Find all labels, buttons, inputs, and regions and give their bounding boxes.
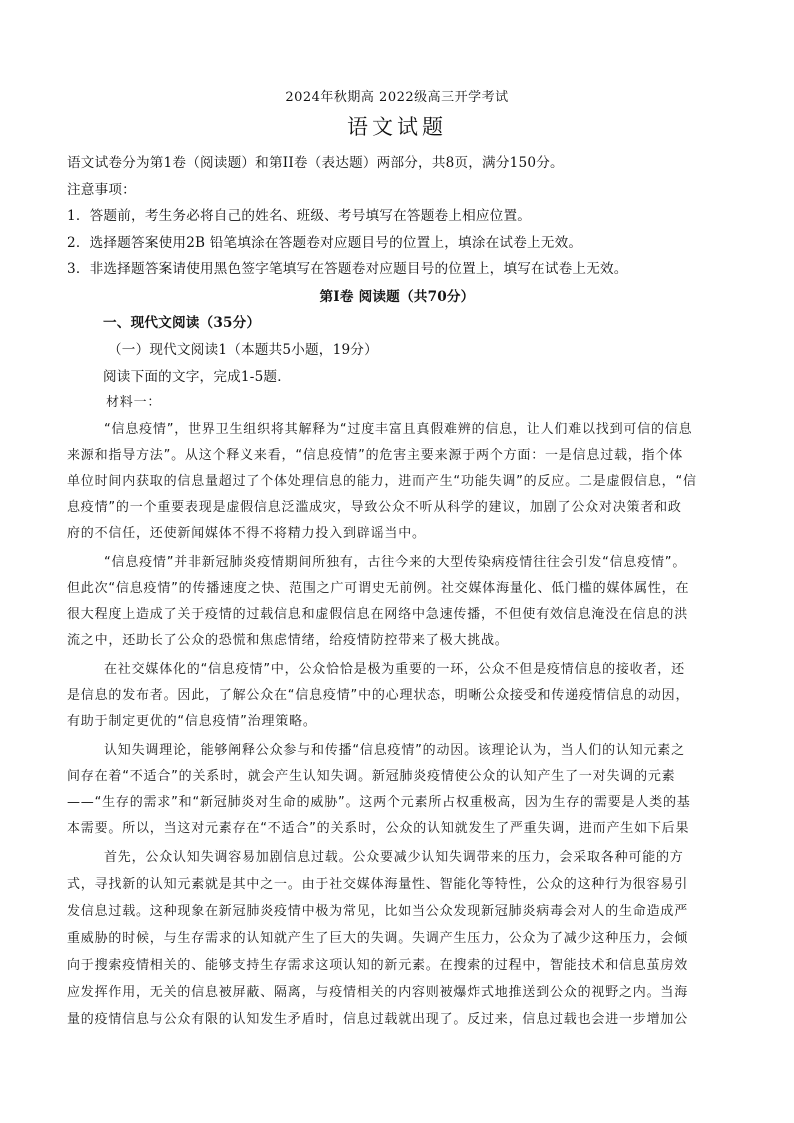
passage-line: “信息疫情”并非新冠肺炎疫情期间所独有，古往今来的大型传染病疫情往往会引发“信息疫情”。 — [104, 555, 687, 570]
passage-line: “信息疫情”，世界卫生组织将其解释为“过度丰富且真假难辨的信息，让人们难以找到可信的信息 — [104, 422, 693, 437]
subsection-heading: 一、现代文阅读（35分） — [103, 315, 261, 331]
passage-line: 发信息过载。这种现象在新冠肺炎疫情中极为常见，比如当公众发现新冠肺炎病毒会对人的生命造成严 — [67, 904, 689, 919]
note-item: 3．非选择题答案请使用黑色签字笔填写在答题卷对应题目号的位置上，填写在试卷上无效。 — [67, 261, 628, 277]
passage-line: 来源和指导方法”。从这个释义来看，“信息疫情”的危害主要来源于两个方面：一是信息过载，指个体 — [67, 448, 684, 463]
passage-line: 流之中，还助长了公众的恐慌和焦虑情绪，给疫情防控带来了极大挑战。 — [67, 633, 509, 648]
passage-line: 本需要。所以，当这对元素存在“不适合”的关系时，公众的认知就发生了严重失调，进而产生如下后果 — [67, 821, 690, 836]
part-heading: 第I卷 阅读题（共70分） — [319, 289, 475, 305]
passage-line: ——“生存的需求”和“新冠肺炎对生命的威胁”。这两个元素所占权重极高，因为生存的需要是人类的基 — [67, 795, 691, 810]
passage-line: 在社交媒体化的“信息疫情”中，公众恰恰是极为重要的一环，公众不但是疫情信息的接收者，还 — [104, 662, 685, 677]
material-label: 材料一： — [106, 395, 162, 410]
passage-line: 单位时间内获取的信息量超过了个体处理信息的能力，进而产生“功能失调”的反应。二是虚假信息，“信 — [67, 474, 697, 489]
notes-heading: 注意事项： — [67, 182, 136, 198]
note-item: 1．答题前，考生务必将自己的姓名、班级、考号填写在答题卷上相应位置。 — [67, 208, 532, 224]
passage-line: 但此次“信息疫情”的传播速度之快、范围之广可谓史无前例。社交媒体海量化、低门槛的媒体属性，在 — [67, 581, 690, 596]
passage-line: 重威胁的时候，与生存需求的认知就产生了巨大的失调。失调产生压力，公众为了减少这种压力，会倾 — [67, 931, 689, 946]
exam-summary: 语文试卷分为第1卷（阅读题）和第II卷（表达题）两部分，共8页，满分150分。 — [67, 155, 564, 171]
passage-line: 向于搜索疫情相关的、能够支持生存需求这项认知的新元素。在搜索的过程中，智能技术和信息茧房效 — [67, 958, 689, 973]
passage-line: 间存在着“不适合”的关系时，就会产生认知失调。新冠肺炎疫情使公众的认知产生了一对失调的元素 — [67, 769, 676, 784]
passage-line: 是信息的发布者。因此，了解公众在“信息疫情”中的心理状态，明晰公众接受和传递疫情信息的动因， — [67, 688, 690, 703]
page-title: 语文试题 — [347, 115, 447, 139]
passage-line: 首先，公众认知失调容易加剧信息过载。公众要减少认知失调带来的压力，会采取各种可能的方 — [104, 850, 684, 865]
exam-name: 2024年秋期高 2022级高三开学考试 — [285, 90, 509, 105]
passage-line: 量的疫情信息与公众有限的认知发生矛盾时，信息过载就出现了。反过来，信息过载也会进一步增加公 — [67, 1012, 689, 1027]
passage-line: 式，寻找新的认知元素就是其中之一。由于社交媒体海量性、智能化等特性，公众的这种行为很容易引 — [67, 877, 689, 892]
group-heading: （一）现代文阅读1（本题共5小题，19分） — [108, 342, 378, 358]
passage-line: 很大程度上造成了关于疫情的过载信息和虚假信息在网络中急速传播，不但使有效信息淹没在信息的洪 — [67, 607, 689, 622]
passage-line: 有助于制定更优的“信息疫情”治理策略。 — [67, 714, 317, 729]
passage-line: 认知失调理论，能够阐释公众参与和传播“信息疫情”的动因。该理论认为，当人们的认知元素之 — [104, 743, 685, 758]
note-item: 2．选择题答案使用2B 铅笔填涂在答题卷对应题目号的位置上，填涂在试卷上无效。 — [67, 235, 583, 251]
passage-line: 应发挥作用，无关的信息被屏蔽、隔离，与疫情相关的内容则被爆炸式地推送到公众的视野之内。当海 — [67, 985, 689, 1000]
passage-line: 府的不信任，还使新闻媒体不得不将精力投入到辟谣当中。 — [67, 526, 426, 541]
passage-line: 息疫情”的一个重要表现是虚假信息泛滥成灾，导致公众不听从科学的建议，加剧了公众对决策者和政 — [67, 500, 682, 515]
reading-instruction: 阅读下面的文字，完成1-5题． — [103, 369, 292, 385]
